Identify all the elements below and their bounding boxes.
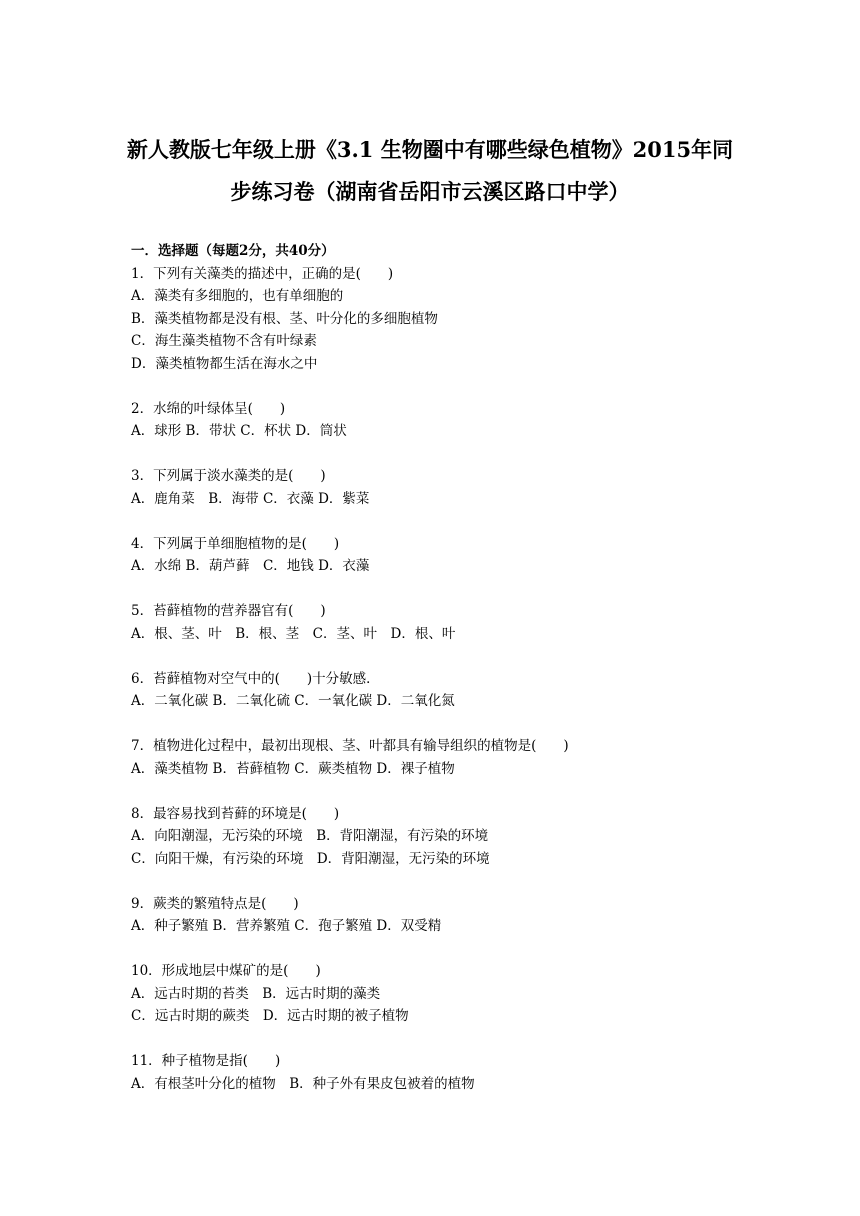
question-2-stem: 2．水绵的叶绿体呈( ) — [131, 401, 286, 417]
question-6-options: A．二氧化碳 B．二氧化硫 C．一氧化碳 D．二氧化氮 — [131, 693, 455, 709]
question-5-options: A．根、茎、叶 B．根、茎 C．茎、叶 D．根、叶 — [131, 626, 456, 642]
question-9-options: A．种子繁殖 B．营养繁殖 C．孢子繁殖 D．双受精 — [131, 918, 442, 934]
question-3-stem: 3．下列属于淡水藻类的是( ) — [131, 468, 326, 484]
question-8-options-ab: A．向阳潮湿，无污染的环境 B．背阳潮湿，有污染的环境 — [131, 828, 489, 844]
question-4-options: A．水绵 B．葫芦藓 C．地钱 D．衣藻 — [131, 558, 370, 574]
question-5-stem: 5．苔藓植物的营养器官有( ) — [131, 603, 326, 619]
document-title-line-2: 步练习卷（湖南省岳阳市云溪区路口中学） — [230, 179, 630, 204]
question-8-options-cd: C．向阳干燥，有污染的环境 D．背阳潮湿，无污染的环境 — [131, 851, 490, 867]
question-11-stem: 11．种子植物是指( ) — [131, 1053, 281, 1069]
question-1-stem: 1．下列有关藻类的描述中，正确的是( ) — [131, 266, 394, 282]
question-10-stem: 10．形成地层中煤矿的是( ) — [131, 963, 321, 979]
question-3-options: A．鹿角菜 B．海带 C．衣藻 D．紫菜 — [131, 491, 370, 507]
question-4-stem: 4．下列属于单细胞植物的是( ) — [131, 536, 340, 552]
question-2-options: A．球形 B．带状 C．杯状 D．筒状 — [131, 423, 347, 439]
question-10-options-ab: A．远古时期的苔类 B．远古时期的藻类 — [131, 986, 381, 1002]
question-1-option-c: C．海生藻类植物不含有叶绿素 — [131, 333, 317, 349]
question-1-option-b: B．藻类植物都是没有根、茎、叶分化的多细胞植物 — [131, 311, 438, 327]
section-heading: 一．选择题（每题2分，共40分） — [131, 243, 335, 259]
question-7-stem: 7．植物进化过程中，最初出现根、茎、叶都具有输导组织的植物是( ) — [131, 738, 569, 754]
question-1-option-d: D．藻类植物都生活在海水之中 — [131, 356, 318, 372]
question-1-option-a: A．藻类有多细胞的，也有单细胞的 — [131, 288, 344, 304]
document-title-line-1: 新人教版七年级上册《3.1 生物圈中有哪些绿色植物》2015年同 — [126, 137, 734, 162]
question-8-stem: 8．最容易找到苔藓的环境是( ) — [131, 806, 340, 822]
question-10-options-cd: C．远古时期的蕨类 D．远古时期的被子植物 — [131, 1008, 409, 1024]
question-11-options-ab: A．有根茎叶分化的植物 B．种子外有果皮包被着的植物 — [131, 1076, 475, 1092]
question-9-stem: 9．蕨类的繁殖特点是( ) — [131, 896, 299, 912]
question-7-options: A．藻类植物 B．苔藓植物 C．蕨类植物 D．裸子植物 — [131, 761, 455, 777]
question-6-stem: 6．苔藓植物对空气中的( )十分敏感． — [131, 671, 380, 687]
